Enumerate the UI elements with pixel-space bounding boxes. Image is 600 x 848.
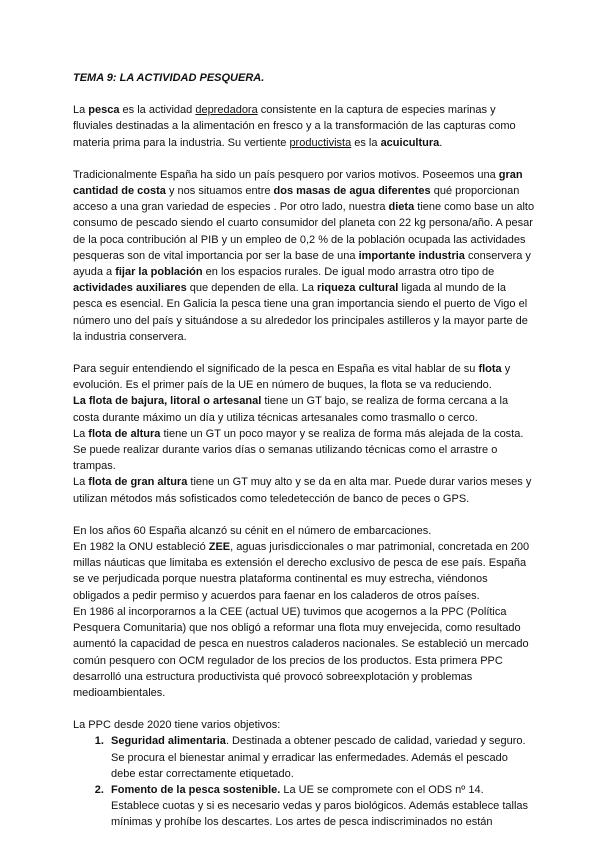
bold-term: flota de gran altura [88,476,188,489]
bold-term: importante industria [358,249,465,262]
paragraph-history [73,523,535,701]
text: . [439,136,443,149]
text: consistente en la captura de especies marinas y fluviales destinadas a la alimentación en fresco y a la transformación de las capturas como materia prima para la industria. Su vertiente [73,104,516,149]
bold-term: flota de altura [88,427,161,440]
underlined-term: productivista [289,136,352,149]
bold-term: pesca [88,104,120,117]
text: ligada al mundo de la pesca es esencial. En Galicia la pesca tiene una gran importancia siendo el puerto de Vigo el número uno del país y situándose a su alrededor los principales astilleros y la mayor parte de la industria conservera. [73,282,528,343]
text: y evolución. Es el primer país de la UE en número de buques, la flota se va reduciendo. [73,363,511,392]
list-item [107,782,535,831]
text: tiene un GT bajo, se realiza de forma cercana a la costa durante máximo un día y utiliza técnicas artesanales como trasmallo o cerco. [73,395,509,424]
paragraph-tradition [73,167,535,345]
history-1982 [73,539,535,604]
bold-term: acuicultura [380,136,440,149]
text: tiene un GT muy alto y se da en alta mar. Puede durar varios meses y utilizan métodos más sofisticados como teledetección de banco de peces o GPS. [73,476,532,505]
fleet-gran-altura [73,474,535,506]
text: qué proporcionan acceso a una gran variedad de especies . Por otro lado, nuestra [73,185,520,214]
bold-term: Seguridad alimentaria [111,735,226,748]
text: Para seguir entendiendo el significado de la pesca en España es vital hablar de su [73,363,479,376]
text: y nos situamos entre [165,185,274,198]
text: que dependen de ella. La [186,282,318,295]
underlined-term: depredadora [195,104,258,117]
fleet-altura [73,426,535,475]
bold-term: ZEE [208,541,231,554]
paragraph-definition [73,102,535,151]
bold-term: La flota de bajura, litoral o artesanal [73,395,262,408]
text: en los espacios rurales. De igual modo arrastra otro tipo de [202,266,495,279]
history-1986: En 1986 al incorporarnos a la CEE (actual UE) tuvimos que acogernos a la PPC (Política Pesquera Comunitaria) que nos obligó a reformar una flota muy envejecida, como resultado aumentó la capacidad de pesca en nuestros caladeros nacionales. Se estableció un mercado común pesquero con OCM regulador de los precios de los productos. Esta primera PPC desarrolló una estructura productivista qué provocó sobreexplotación y problemas medioambientales. [73,605,529,699]
text: es la actividad [119,104,196,117]
text: . Destinada a obtener pescado de calidad, variedad y seguro. Se procura el bienestar animal y erradicar las enfermedades. Además el pescado debe estar correctamente etiquetado. [111,735,526,780]
text: tiene un GT un poco mayor y se realiza de forma más alejada de la costa. Se puede realizar durante varios días o semanas utilizando técnicas como el arrastre o trampas. [73,427,524,473]
bold-term: riqueza cultural [317,282,399,295]
text: La [73,427,89,440]
bold-term: gran cantidad de costa [73,168,523,198]
paragraph-ppc [73,717,535,830]
ppc-intro: La PPC desde 2020 tiene varios objetivos: [73,719,281,732]
text: En 1982 la ONU estableció [73,541,209,554]
text: conservera y ayuda a [73,249,531,279]
ppc-objectives-list [73,733,535,830]
bold-term: Fomento de la pesca sostenible. [111,783,281,796]
bold-term: dieta [388,201,415,214]
document-title: TEMA 9: LA ACTIVIDAD PESQUERA. [73,72,265,84]
bold-term: fijar la población [115,266,203,279]
bold-term: flota [478,363,502,376]
text: La [73,476,89,489]
fleet-bajura [73,393,535,425]
bold-term: actividades auxiliares [73,282,187,295]
list-item [107,733,535,782]
text: es la [351,136,381,149]
paragraph-fleet [73,361,535,507]
text: La [73,104,89,117]
document-body [73,70,535,831]
text: tiene como base un alto consumo de pescado siendo el cuarto consumidor del planeta con 22 kg persona/año. A pesar de la poca contribución al PIB y un empleo de 0,2 % de la población ocupada las actividades pesqueras son de vital importancia por ser la base de una [73,201,535,262]
bold-term: dos masas de agua diferentes [273,185,431,198]
text: , aguas jurisdiccionales o mar patrimonial, concretada en 200 millas náuticas que limitaba es extensión el derecho exclusivo de pesca de ese país. España se ve perjudicada porque nuestra plataforma continental es muy estrecha, viéndonos obligados a pedir permiso y acuerdos para faenar en los caladeros de otros países. [73,541,530,602]
fleet-intro [73,361,535,393]
text: La UE se compromete con el ODS nº 14. Establece cuotas y si es necesario vedas y paros biológicos. Además establece tallas mínimas y prohíbe los descartes. Los artes de pesca indiscriminados no están [111,783,529,829]
history-60s: En los años 60 España alcanzó su cénit en el número de embarcaciones. [73,524,432,537]
text: Tradicionalmente España ha sido un país pesquero por varios motivos. Poseemos una [73,168,499,181]
